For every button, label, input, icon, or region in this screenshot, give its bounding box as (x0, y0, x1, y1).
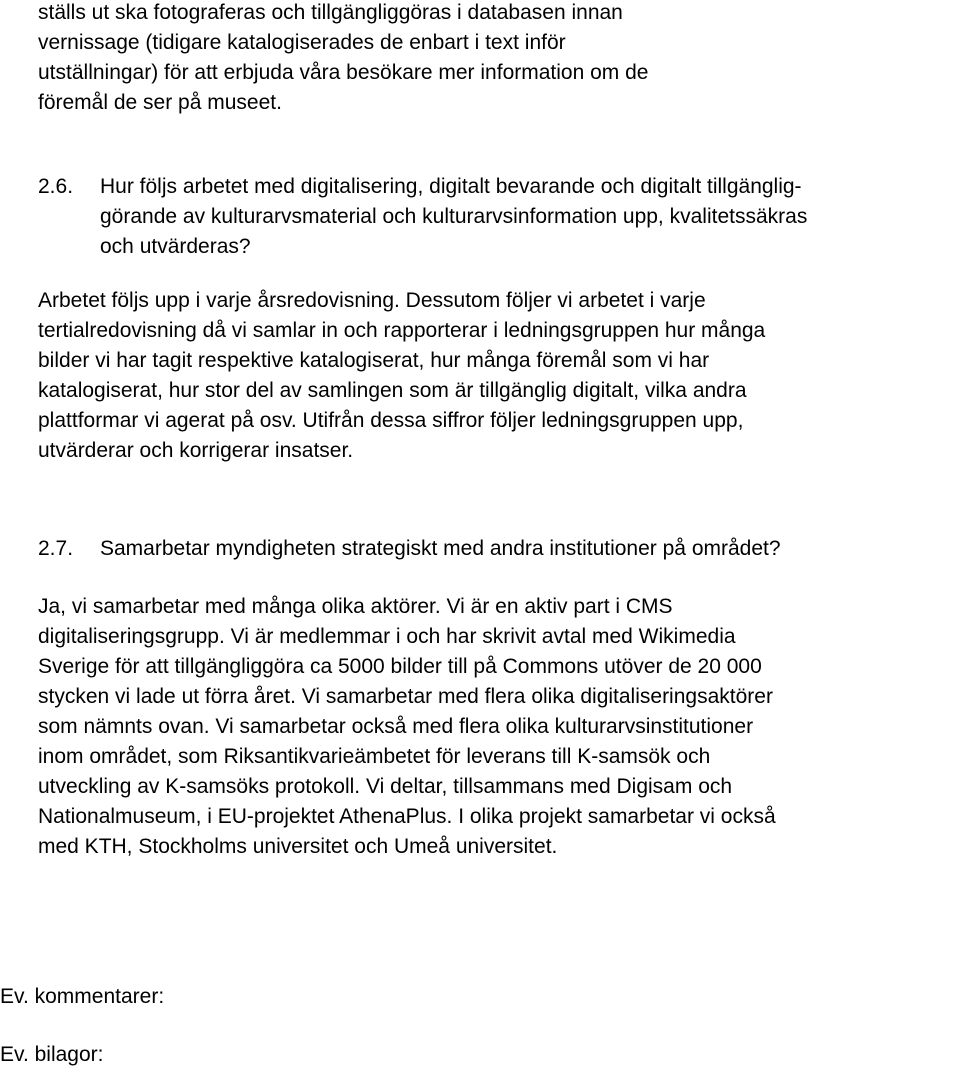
answer-line: Nationalmuseum, i EU-projektet AthenaPlus. I olika projekt samarbetar vi också (38, 805, 776, 828)
answer-line: tertialredovisning då vi samlar in och rapporterar i ledningsgruppen hur många (38, 319, 766, 342)
answer-line: utvärderar och korrigerar insatser. (38, 439, 354, 462)
answer-line: som nämnts ovan. Vi samarbetar också med flera olika kulturarvsinstitutioner (38, 715, 754, 738)
question-line: Samarbetar myndigheten strategiskt med andra institutioner på området? (100, 537, 781, 560)
answer-line: inom området, som Riksantikvarieämbetet för leverans till K-samsök och (38, 745, 711, 768)
answer-line: plattformar vi agerat på osv. Utifrån dessa siffror följer ledningsgruppen upp, (38, 409, 744, 432)
question-text (100, 534, 960, 564)
answer-2-6 (38, 286, 953, 466)
answer-line: digitaliseringsgrupp. Vi är medlemmar i och har skrivit avtal med Wikimedia (38, 625, 736, 648)
answer-line: katalogiserat, hur stor del av samlingen som är tillgänglig digitalt, vilka andra (38, 379, 747, 402)
intro-line: utställningar) för att erbjuda våra besökare mer information om de (38, 61, 649, 84)
answer-line: bilder vi har tagit respektive katalogiserat, hur många föremål som vi har (38, 349, 710, 372)
attachments-label: Ev. bilagor: (0, 1043, 104, 1066)
answer-line: Ja, vi samarbetar med många olika aktörer. Vi är en aktiv part i CMS (38, 595, 673, 618)
answer-line: Arbetet följs upp i varje årsredovisning. Dessutom följer vi arbetet i varje (38, 289, 706, 312)
answer-line: Sverige för att tillgängliggöra ca 5000 bilder till på Commons utöver de 20 000 (38, 655, 762, 678)
question-line: Hur följs arbetet med digitalisering, digitalt bevarande och digitalt tillgänglig- (100, 175, 802, 198)
answer-line: stycken vi lade ut förra året. Vi samarbetar med flera olika digitaliseringsaktörer (38, 685, 773, 708)
intro-line: föremål de ser på museet. (38, 91, 282, 114)
answer-2-7 (38, 592, 953, 862)
answer-line: med KTH, Stockholms universitet och Umeå universitet. (38, 835, 558, 858)
intro-line: ställs ut ska fotograferas och tillgängliggöras i databasen innan (38, 1, 623, 24)
intro-line: vernissage (tidigare katalogiserades de enbart i text inför (38, 31, 566, 54)
answer-line: utveckling av K-samsöks protokoll. Vi deltar, tillsammans med Digisam och (38, 775, 733, 798)
question-line: och utvärderas? (100, 235, 251, 258)
question-text (100, 172, 960, 262)
comments-label: Ev. kommentarer: (0, 985, 165, 1008)
question-number: 2.7. (38, 537, 74, 560)
question-line: görande av kulturarvsmaterial och kulturarvsinformation upp, kvalitetssäkras (100, 205, 808, 228)
question-number: 2.6. (38, 175, 74, 198)
intro-paragraph (38, 0, 953, 118)
